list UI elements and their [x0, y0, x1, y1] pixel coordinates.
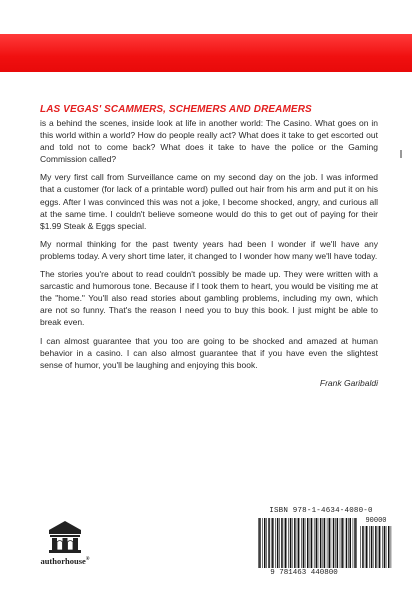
- barcode-bar: [297, 518, 298, 568]
- barcode-bar: [324, 518, 326, 568]
- barcode-bar: [323, 518, 324, 568]
- barcode-bar: [388, 526, 390, 568]
- barcode-bar: [266, 518, 267, 568]
- barcode-bar: [327, 518, 328, 568]
- barcode-bar: [288, 518, 289, 568]
- barcode-bar: [285, 518, 287, 568]
- paragraph-3: My normal thinking for the past twenty years had been I wonder if we'll have any problems today. A very short time later, it changed to I wonder how many we'll have today.: [40, 238, 378, 261]
- barcode-bar: [340, 518, 341, 568]
- barcode-bar: [382, 526, 383, 568]
- barcode-bar: [303, 518, 305, 568]
- barcode-bar: [362, 526, 364, 568]
- ean-bars: [258, 518, 358, 568]
- barcode-bar: [272, 518, 274, 568]
- barcode-bar: [292, 518, 293, 568]
- isbn-text: ISBN 978-1-4634-4080-0: [269, 507, 373, 515]
- barcode-bar: [356, 518, 357, 568]
- barcode-bar: [277, 518, 279, 568]
- paragraph-5: I can almost guarantee that you too are going to be shocked and amazed at human behavior in a casino. I can also almost guarantee that if you have even the slightest sense of humor, you'll be laughing and enjoying this book.: [40, 335, 378, 370]
- red-header-band: [0, 34, 412, 72]
- ean-number: 9 781463 440800: [270, 569, 338, 577]
- barcode-bar: [360, 526, 361, 568]
- headline: LAS VEGAS' SCAMMERS, SCHEMERS AND DREAMERS: [40, 104, 312, 115]
- author-signature: Frank Garibaldi: [319, 377, 378, 388]
- barcode-bar: [294, 518, 296, 568]
- barcode: [248, 507, 394, 583]
- barcode-bar: [353, 518, 354, 568]
- barcode-bar: [346, 518, 348, 568]
- addon-number: 90000: [365, 517, 387, 525]
- barcode-bar: [258, 518, 259, 568]
- barcode-bar: [333, 518, 335, 568]
- paragraph-4: The stories you're about to read couldn't possibly be made up. They were written with a sarcastic and humorous tone. Because if I took them to heart, you would be visiting me at the "home." You'll also read stories about gambling problems, including my own, which are not so funny. That's the reason I need you to buy this book. I just might be able to break even.: [40, 269, 378, 328]
- barcode-bar: [259, 518, 261, 568]
- barcode-bar: [314, 518, 315, 568]
- barcode-bar: [268, 518, 270, 568]
- barcode-bar: [348, 518, 349, 568]
- barcode-bar: [386, 526, 387, 568]
- barcode-bar: [344, 518, 345, 568]
- barcode-bar: [298, 518, 300, 568]
- barcode-bar: [341, 518, 343, 568]
- barcode-bar: [281, 518, 283, 568]
- barcode-bar: [375, 526, 377, 568]
- barcode-bar: [369, 526, 370, 568]
- barcode-bar: [310, 518, 311, 568]
- barcode-bar: [366, 526, 368, 568]
- edge-mark: [400, 150, 402, 158]
- publisher-name: authorhouse®: [40, 556, 90, 566]
- barcode-bar: [307, 518, 309, 568]
- barcode-bar: [391, 526, 392, 568]
- barcode-bar: [279, 518, 280, 568]
- publisher-logo: [30, 520, 100, 575]
- barcode-bar: [384, 526, 386, 568]
- barcode-bar: [354, 518, 356, 568]
- barcode-bar: [378, 526, 379, 568]
- paragraph-1: is a behind the scenes, inside look at life in another world: The Casino. What goes on in this world within a world? How do people really act? What does it take to get escorted out and told not to come back? What does it take to have the police or the Gaming Commission called?: [40, 118, 378, 165]
- paragraph-2: My very first call from Surveillance came on my second day on the job. I was informed that a customer (for lack of a printable word) pulled out hair from his arm and put it on his eggs. After I was convinced this was not a joke, I become shocked, angry, and curious all at the same time. I couldn't believe someone would do this to get out of paying for their $1.99 Steak & Eggs special.: [40, 172, 378, 231]
- barcode-bar: [337, 518, 339, 568]
- barcode-bar: [320, 518, 322, 568]
- barcode-bar: [373, 526, 374, 568]
- barcode-bar: [290, 518, 292, 568]
- barcode-bar: [350, 518, 352, 568]
- barcode-bar: [316, 518, 318, 568]
- barcode-bar: [311, 518, 313, 568]
- barcode-bar: [275, 518, 276, 568]
- barcode-bar: [264, 518, 266, 568]
- building-arch-icon: [47, 520, 83, 554]
- barcode-bar: [371, 526, 373, 568]
- barcode-bar: [379, 526, 381, 568]
- barcode-bar: [329, 518, 331, 568]
- barcode-bar: [365, 526, 366, 568]
- addon-bars: [360, 526, 392, 568]
- barcode-bar: [271, 518, 272, 568]
- barcode-bar: [284, 518, 285, 568]
- barcode-bar: [335, 518, 336, 568]
- back-cover-text: [40, 104, 378, 389]
- barcode-bar: [318, 518, 319, 568]
- barcode-bar: [305, 518, 306, 568]
- barcode-bar: [331, 518, 332, 568]
- barcode-bar: [301, 518, 302, 568]
- barcode-bar: [262, 518, 263, 568]
